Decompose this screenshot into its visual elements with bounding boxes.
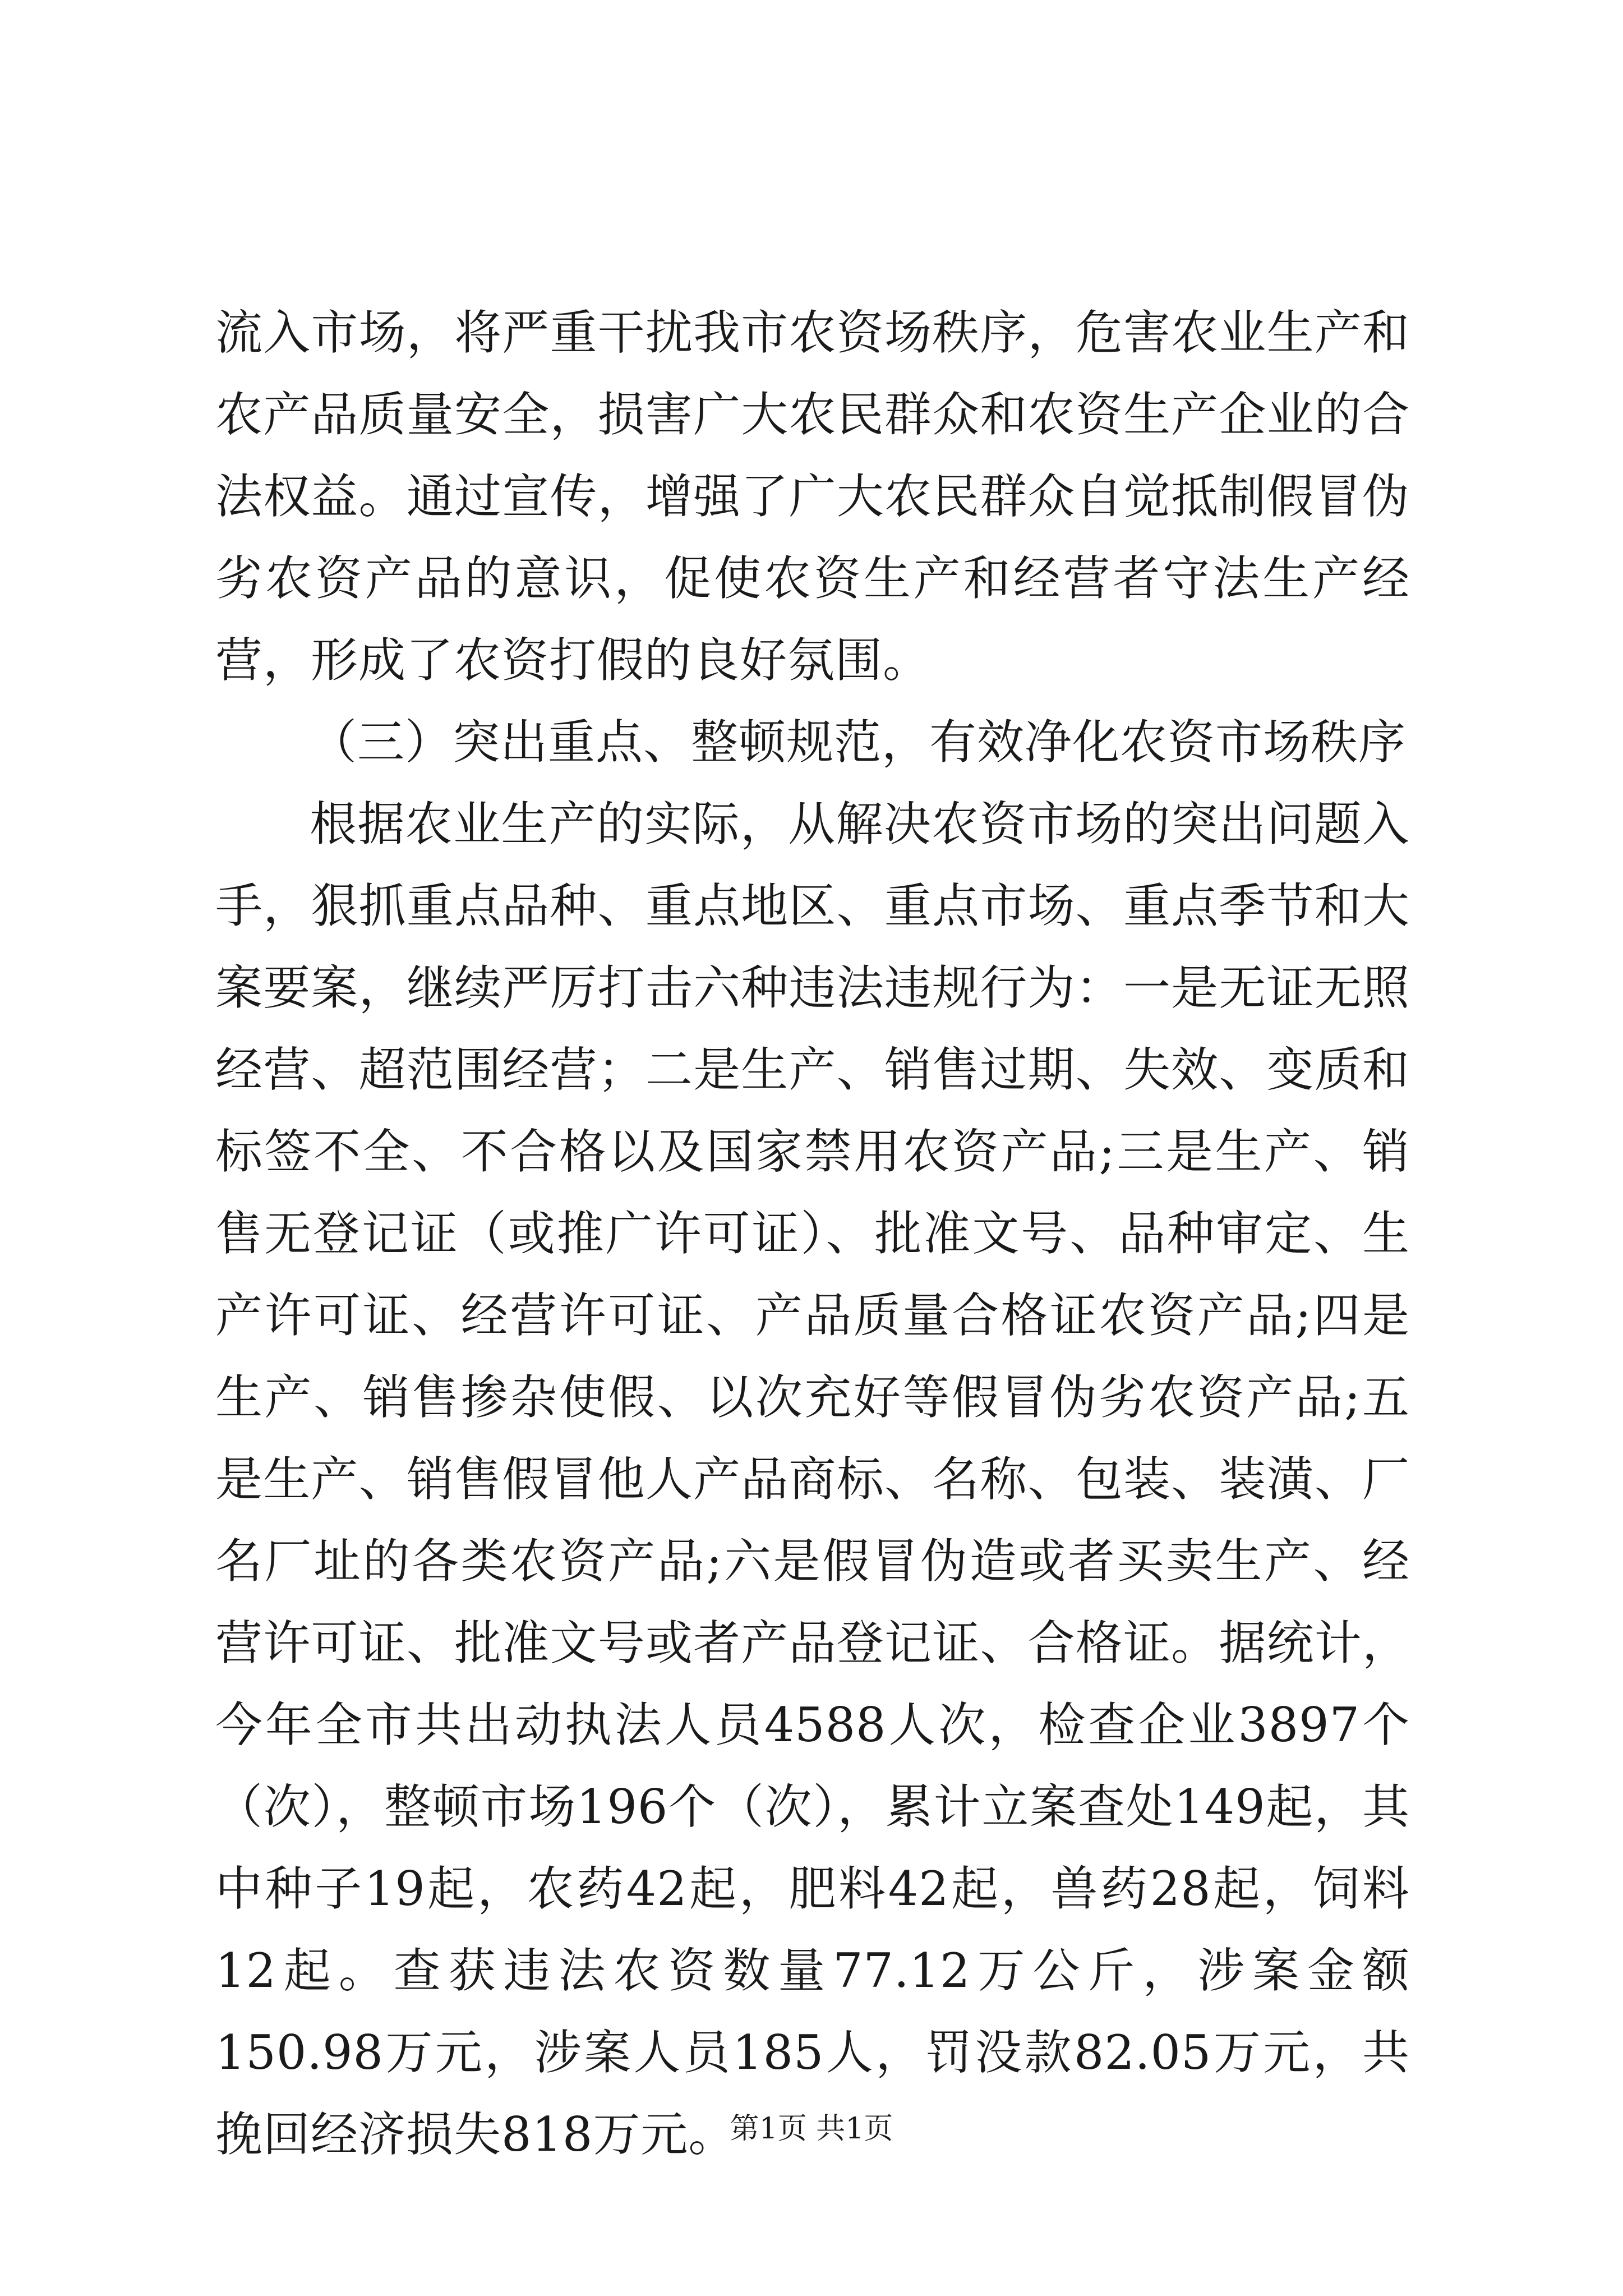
paragraph-statistics: 根据农业生产的实际，从解决农资市场的突出问题入手，狠抓重点品种、重点地区、重点市场、重点季节和大案要案，继续严厉打击六种违法违规行为：一是无证无照经营、超范围经营；二是生产、销售过期、失效、变质和标签不全、不合格以及国家禁用农资产品;三是生产、销售无登记证（或推广许可证）、批准文号、品种审定、生产许可证、经营许可证、产品质量合格证农资产品;四是生产、销售掺杂使假、以次充好等假冒伪劣农资产品;五是生产、销售假冒他人产品商标、名称、包装、装潢、厂名厂址的各类农资产品;六是假冒伪造或者买卖生产、经营许可证、批准文号或者产品登记证、合格证。据统计，今年全市共出动执法人员4588人次，检查企业3897个（次），整顿市场196个（次），累计立案查处149起，其中种子19起，农药42起，肥料42起，兽药28起，饲料12起。查获违法农资数量77.12万公斤，涉案金额150.98万元，涉案人员185人，罚没款82.05万元，共挽回经济损失818万元。 xyxy=(215,797,1410,2162)
document-body xyxy=(215,292,1410,2175)
paragraph-continuation: 流入市场，将严重干扰我市农资场秩序，危害农业生产和农产品质量安全，损害广大农民群众和农资生产企业的合法权益。通过宣传，增强了广大农民群众自觉抵制假冒伪劣农资产品的意识，促使农资生产和经营者守法生产经营，形成了农资打假的良好氛围。 xyxy=(215,305,1410,688)
page-footer: 第1页 共1页 xyxy=(730,2112,893,2146)
section-heading: （三）突出重点、整顿规范，有效净化农资市场秩序 xyxy=(310,715,1407,770)
